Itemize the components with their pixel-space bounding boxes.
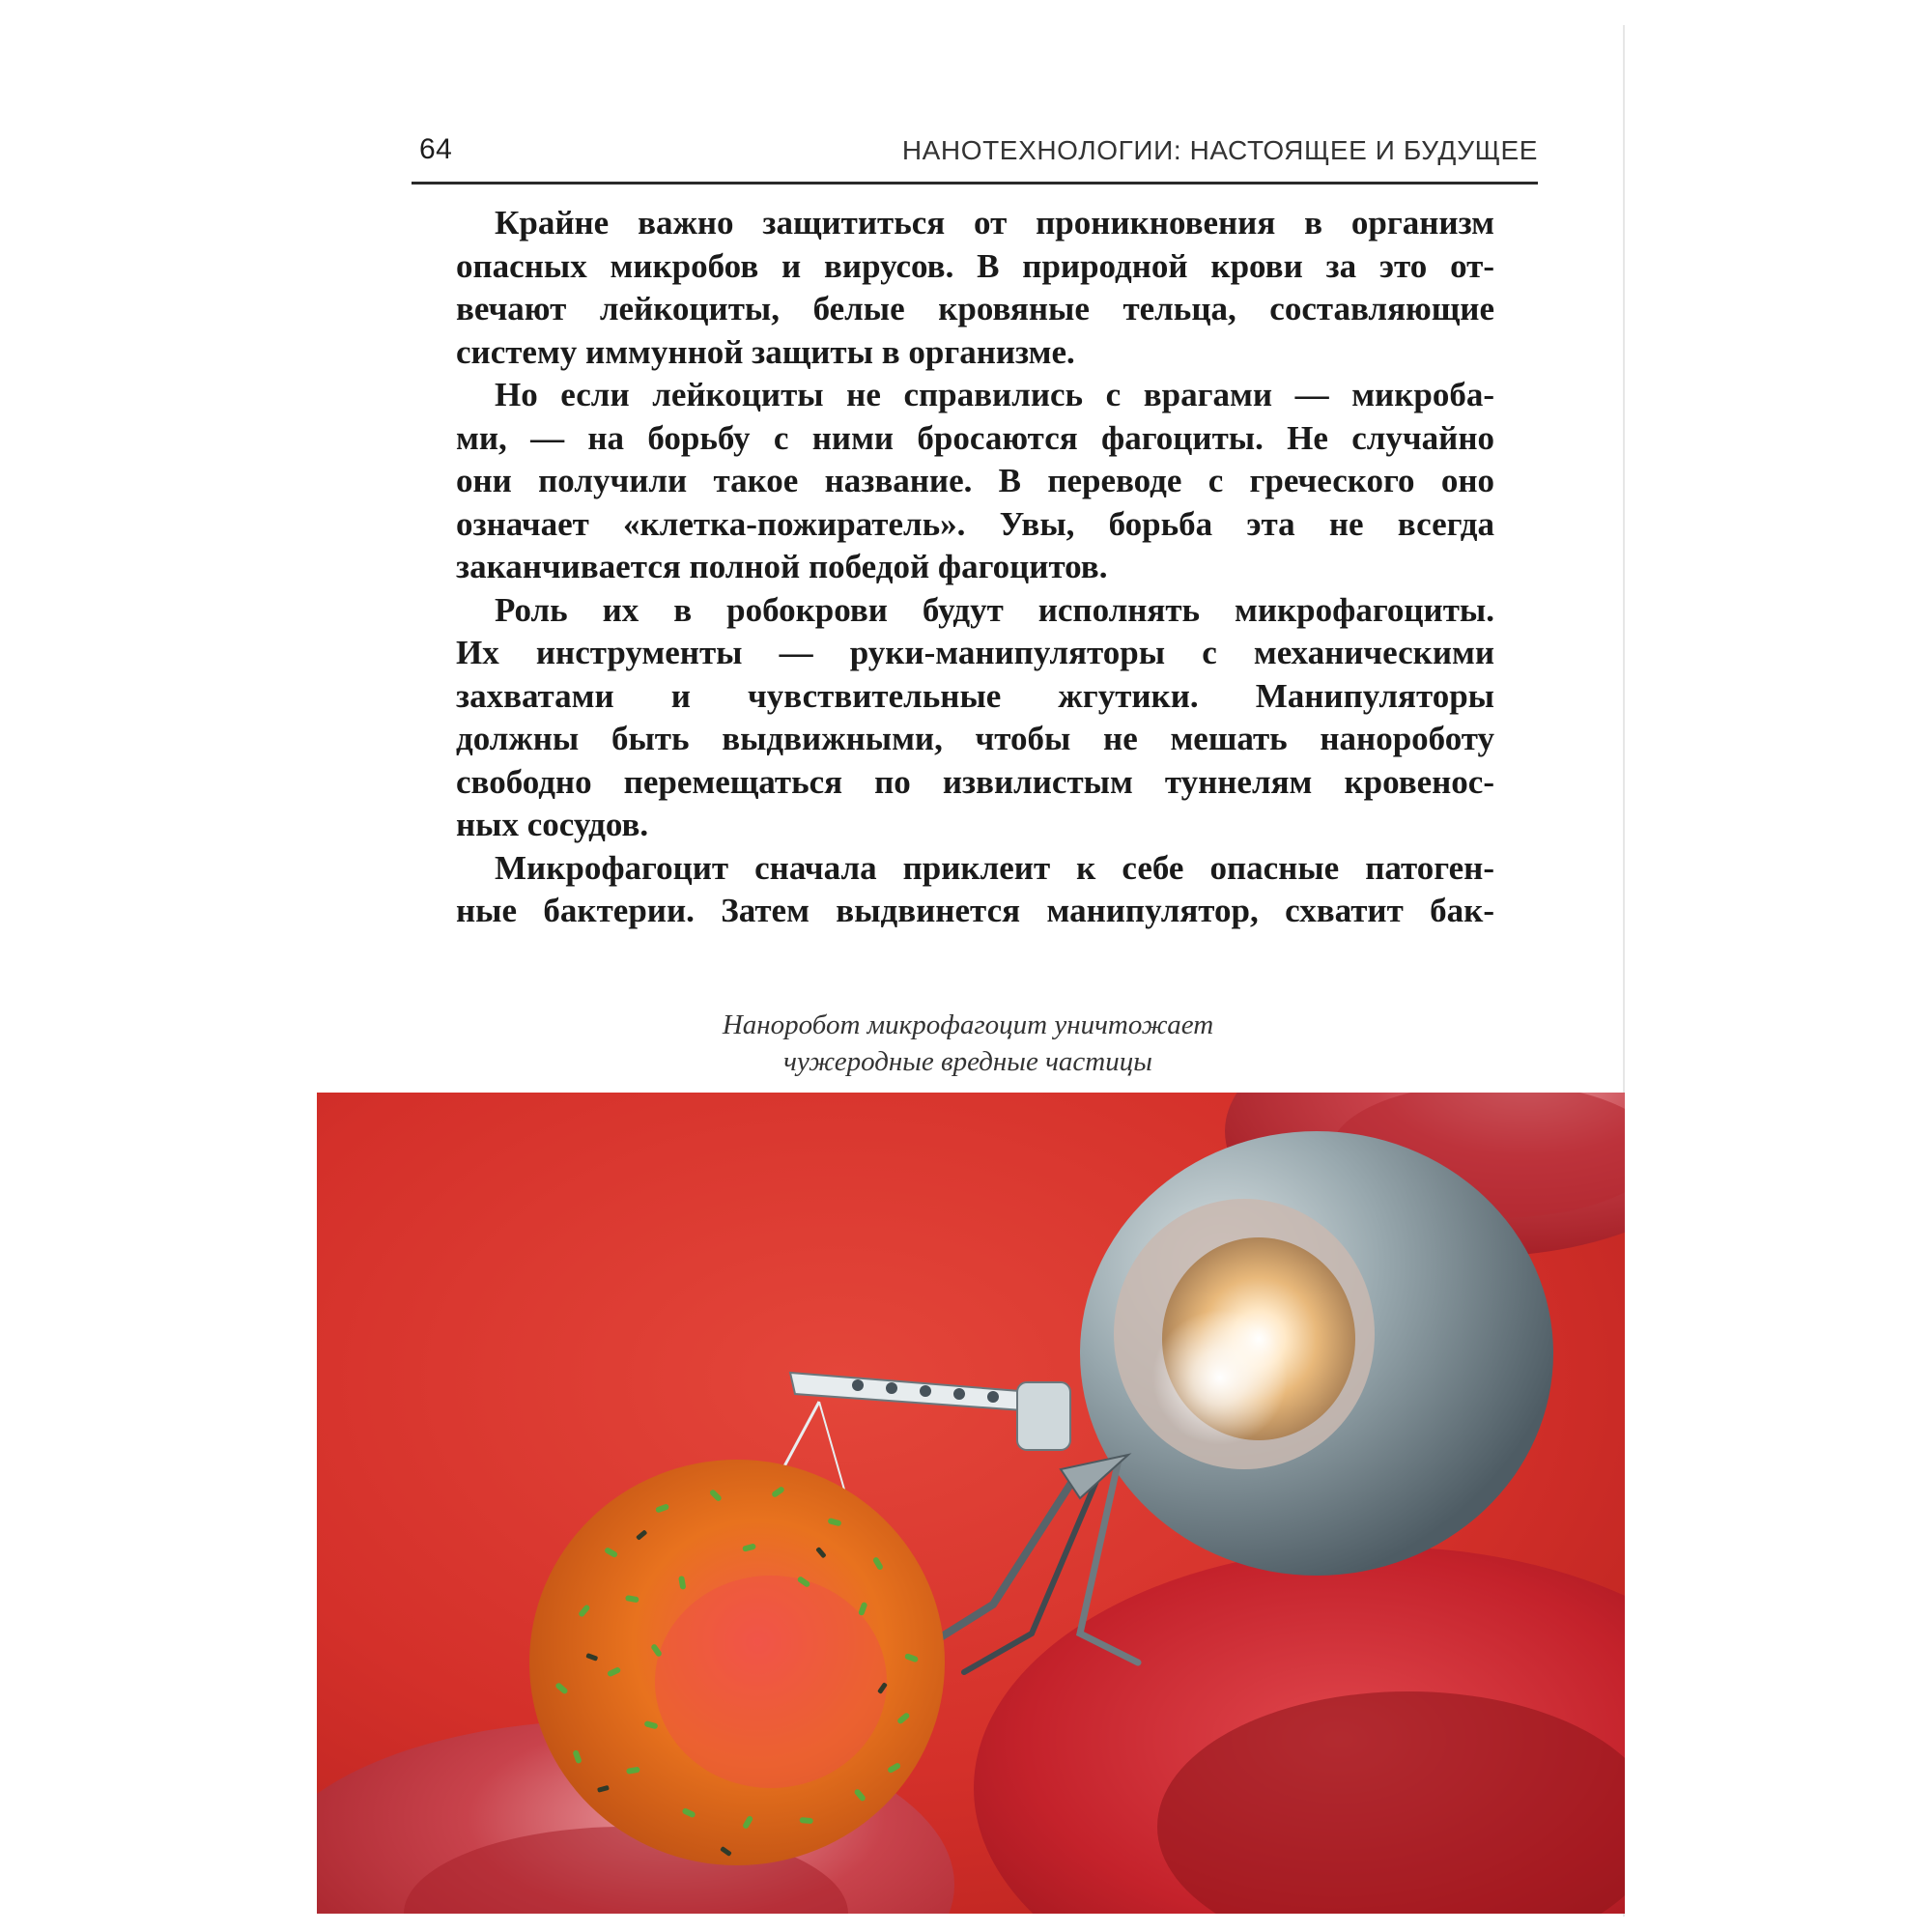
text-line: должны быть выдвижными, чтобы не мешать нанороботу [456, 720, 1494, 757]
text-line: систему иммунной защиты в организме. [456, 332, 1075, 371]
caption-line-2: чужеродные вредные частицы [783, 1046, 1152, 1077]
arm-bolt [987, 1391, 999, 1403]
text-line: заканчивается полной победой фагоцитов. [456, 548, 1108, 585]
text-line: Микрофагоцит сначала приклеит к себе опасные патоген- [495, 848, 1494, 887]
text-line: означает «клетка-пожиратель». Увы, борьба эта не всегда [456, 504, 1494, 543]
caption-line-1: Наноробот микрофагоцит уничтожает [722, 1009, 1214, 1040]
text-line: они получили такое название. В переводе с греческого оно [456, 462, 1494, 499]
text-line: Крайне важно защититься от проникновения в организм [495, 204, 1494, 242]
illustration [317, 1093, 1625, 1914]
text-line: Роль их в робокрови будут исполнять микрофагоциты. [495, 590, 1494, 629]
text-line: ные бактерии. Затем выдвинется манипулятор, схватит бак- [456, 892, 1494, 929]
arm-bolt [886, 1382, 897, 1394]
text-line: вечают лейкоциты, белые кровяные тельца, составляющие [456, 290, 1494, 327]
text-line: ми, — на борьбу с ними бросаются фагоциты. Не случайно [456, 418, 1494, 457]
text-line: Их инструменты — руки-манипуляторы с механическими [456, 634, 1494, 671]
text-line: захватами и чувствительные жгутики. Манипуляторы [456, 676, 1494, 715]
page-number: 64 [419, 133, 453, 165]
text-line: опасных микробов и вирусов. В природной крови за это от- [456, 246, 1494, 285]
running-head [412, 129, 1538, 185]
text-line: ных сосудов. [456, 806, 649, 843]
running-title: НАНОТЕХНОЛОГИИ: НАСТОЯЩЕЕ И БУДУЩЕЕ [901, 135, 1538, 165]
arm-bolt [852, 1379, 864, 1391]
body-text [456, 202, 1494, 933]
illustration-svg [317, 1093, 1625, 1914]
nanorobot-light [1152, 1310, 1288, 1445]
text-line: Но если лейкоциты не справились с врагами — микроба- [495, 376, 1494, 413]
text-line: свободно перемещаться по извилистым туннелям кровенос- [456, 762, 1494, 801]
book-page [311, 25, 1625, 1917]
bacterium-highlight [655, 1576, 887, 1788]
arm-joint [1017, 1382, 1070, 1450]
figure-caption [311, 1007, 1625, 1080]
arm-bolt [920, 1385, 931, 1397]
arm-bolt [953, 1388, 965, 1400]
